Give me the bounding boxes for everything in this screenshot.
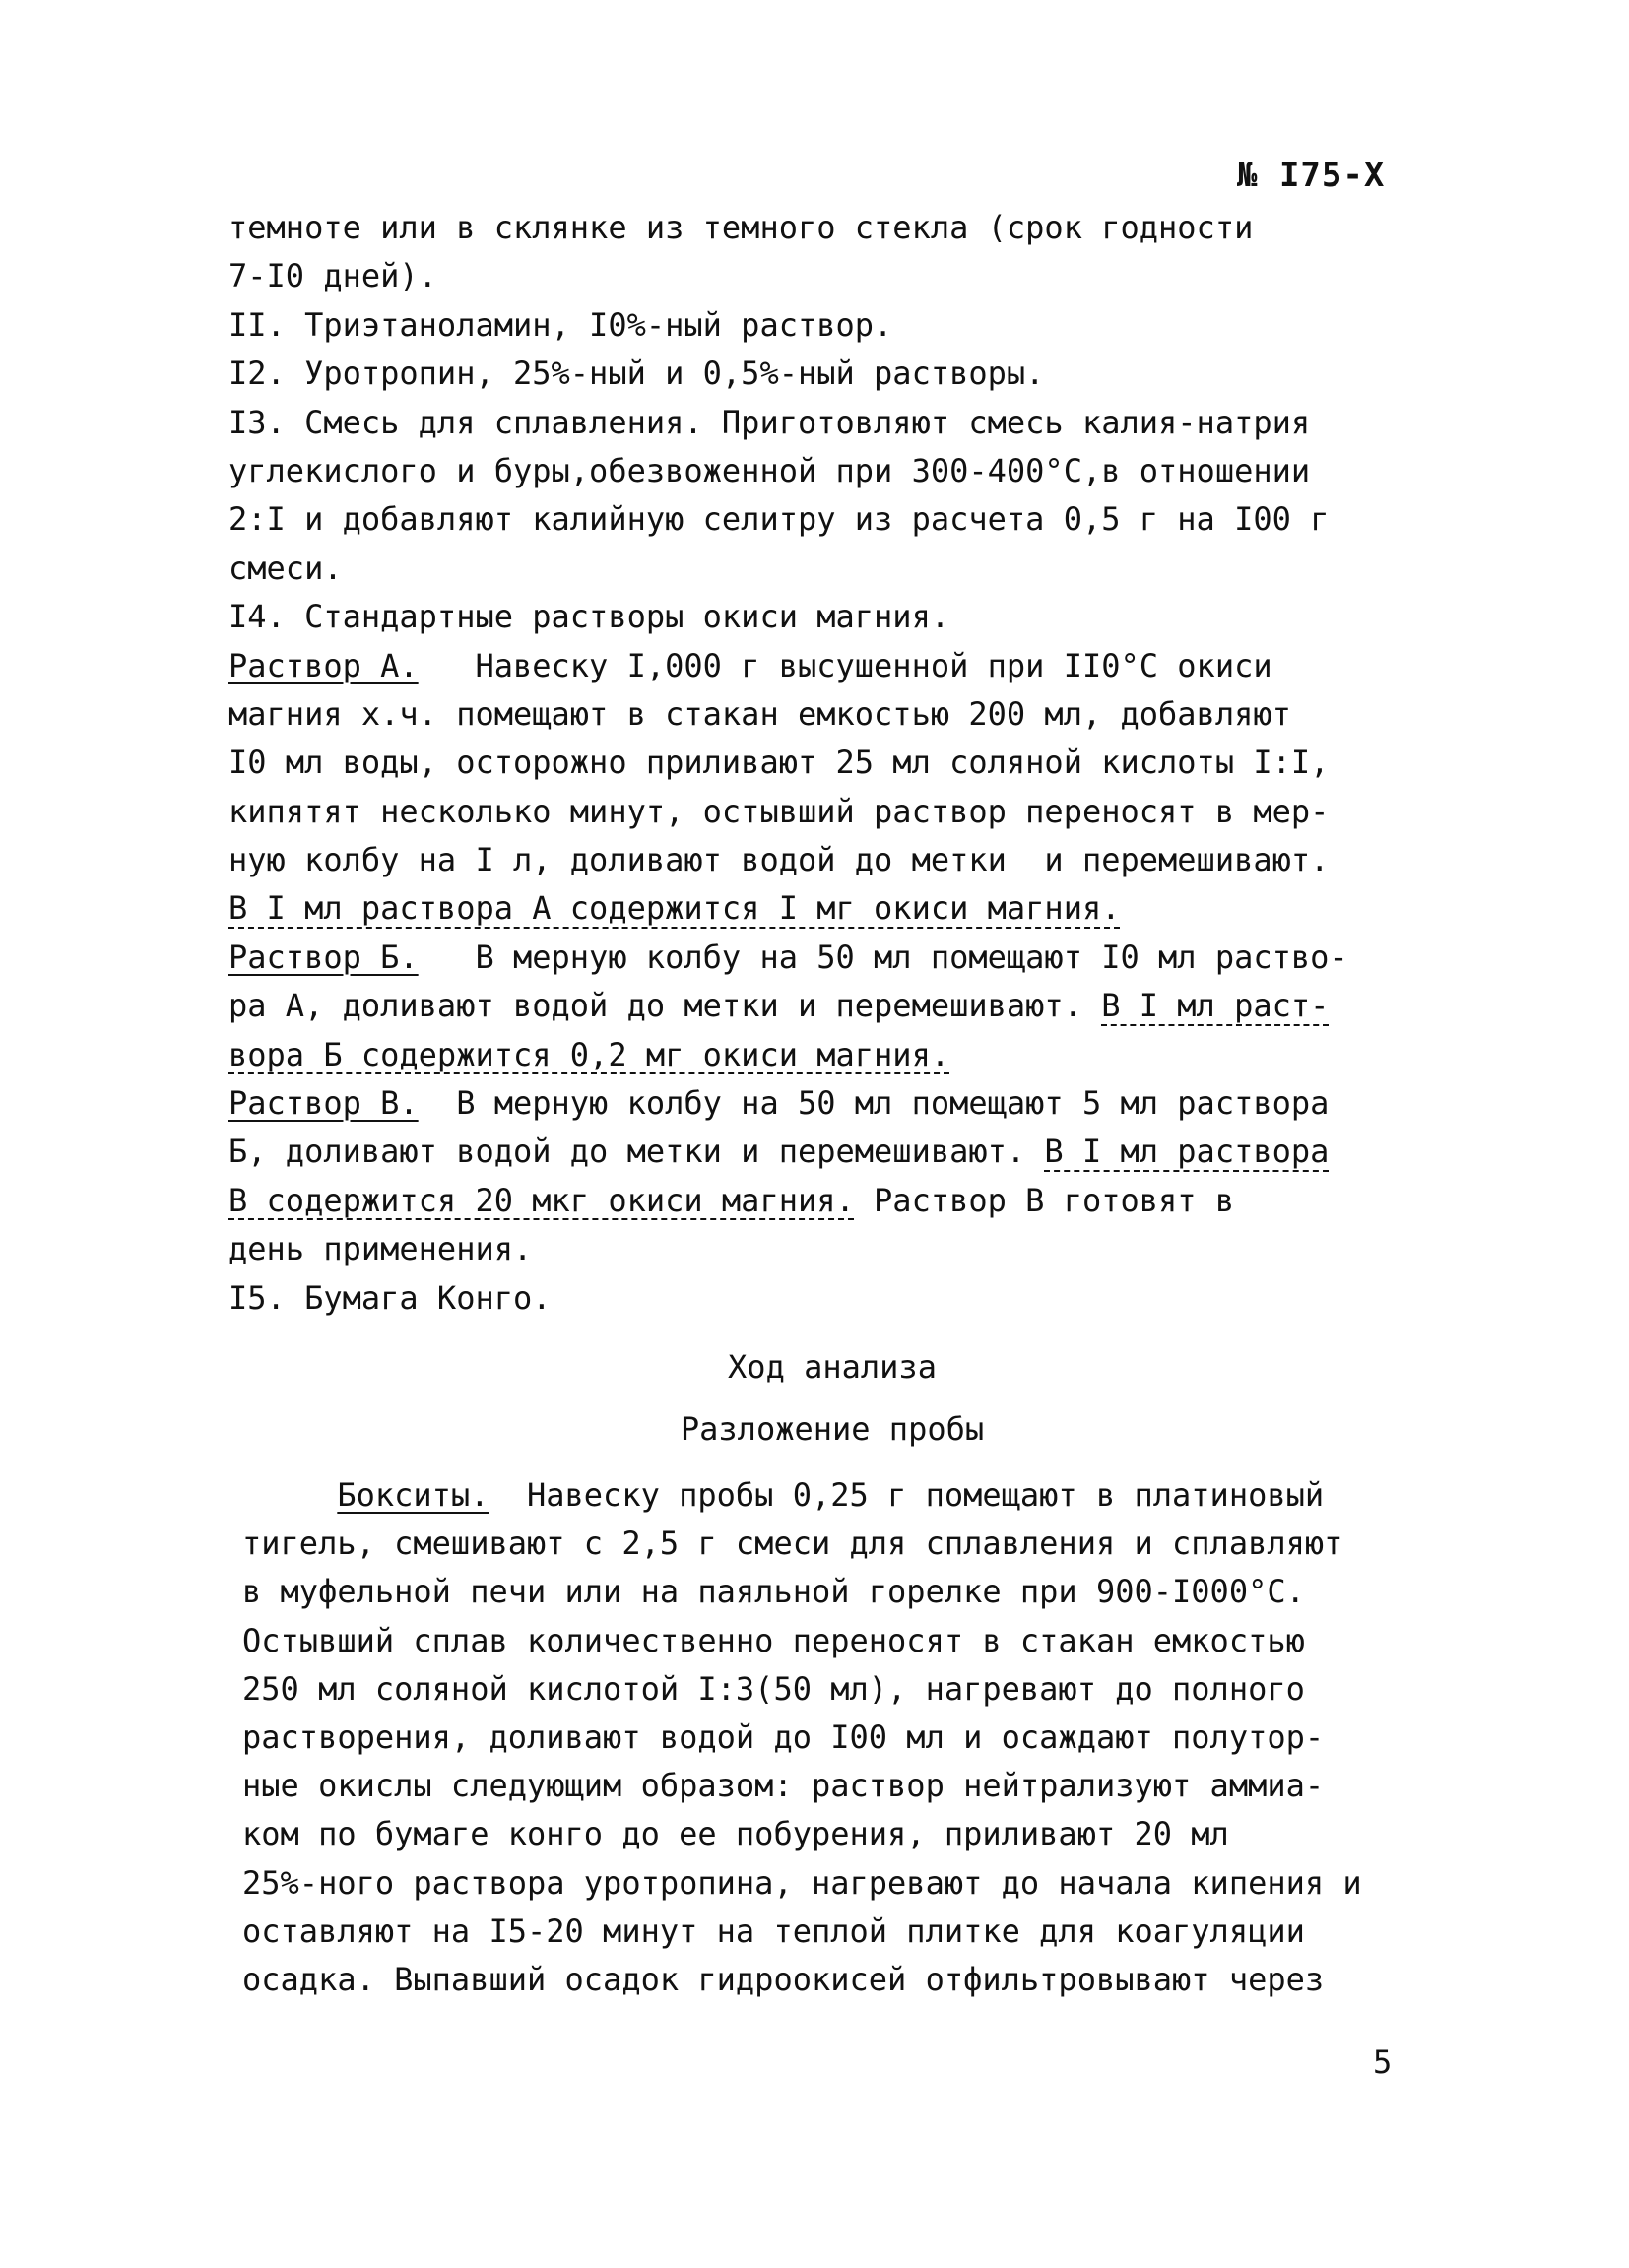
text-run: В мерную колбу на 50 мл помещают 5 мл раствора: [418, 1084, 1330, 1123]
text-line: [242, 1665, 1454, 1714]
text-run: I5. Бумага Конго.: [228, 1278, 552, 1317]
text-run: ком по бумаге конго до ее побурения, приливают 20 мл: [242, 1815, 1229, 1853]
text-run: 25%-ного раствора уротропина, нагревают до начала кипения и: [242, 1863, 1362, 1902]
text-line: [228, 1274, 1440, 1323]
underlined-text: Раствор В.: [228, 1084, 419, 1123]
text-line: [228, 788, 1440, 836]
text-run: кипятят несколько минут, остывший раствор переносят в мер-: [228, 792, 1330, 830]
text-run: ра А, доливают водой до метки и перемешивают.: [228, 987, 1102, 1025]
text-line: [242, 1859, 1454, 1908]
text-run: I0 мл воды, осторожно приливают 25 мл соляной кислоты I:I,: [228, 744, 1330, 782]
text-line: [228, 690, 1440, 739]
reagents-list: [228, 204, 1440, 1323]
text-run: I4. Стандартные растворы окиси магния.: [228, 598, 950, 636]
underlined-text: В содержится 20 мкг окиси магния.: [228, 1181, 855, 1219]
text-line: [228, 495, 1440, 544]
text-line: [242, 1617, 1454, 1665]
text-run: [242, 1476, 337, 1514]
text-line: [228, 252, 1440, 300]
text-run: Б, доливают водой до метки и перемешивают.: [228, 1133, 1045, 1171]
text-line: [242, 1908, 1454, 1956]
text-run: Навеску пробы 0,25 г помещают в платиновый: [489, 1476, 1325, 1514]
text-line: [228, 982, 1440, 1030]
text-line: [228, 593, 1440, 641]
text-line: [228, 836, 1440, 884]
underlined-text: В I мл раствора А содержится I мг окиси магния.: [228, 889, 1121, 928]
underlined-text: В I мл раствора: [1044, 1133, 1330, 1171]
text-run: темноте или в склянке из темного стекла (срок годности: [228, 209, 1254, 246]
text-run: II. Триэтаноламин, I0%-ный раствор.: [228, 305, 893, 344]
text-line: [228, 350, 1440, 398]
text-run: магния х.ч. помещают в стакан емкостью 200 мл, добавляют: [228, 694, 1291, 733]
text-run: I2. Уротропин, 25%-ный и 0,5%-ный растворы.: [228, 355, 1045, 393]
text-run: Раствор В готовят в: [854, 1181, 1235, 1219]
page-number: 5: [1373, 2043, 1393, 2081]
text-line: [228, 739, 1440, 787]
section-heading-analysis: Ход анализа: [728, 1348, 937, 1386]
text-run: тигель, смешивают с 2,5 г смеси для сплавления и сплавляют: [242, 1524, 1343, 1563]
underlined-text: В I мл раст-: [1101, 987, 1330, 1025]
text-run: углекислого и буры,обезвоженной при 300-400°С,в отношении: [228, 451, 1311, 489]
text-run: день применения.: [228, 1230, 533, 1268]
text-run: ную колбу на I л, доливают водой до метки и перемешивают.: [228, 841, 1330, 879]
text-line: [228, 204, 1440, 252]
text-run: Остывший сплав количественно переносят в стакан емкостью: [242, 1621, 1305, 1659]
text-line: [228, 545, 1440, 593]
text-line: [228, 1177, 1440, 1225]
subsection-heading-decomposition: Разложение пробы: [680, 1410, 985, 1448]
text-run: смеси.: [228, 549, 343, 587]
text-run: растворения, доливают водой до I00 мл и осаждают полутор-: [242, 1717, 1325, 1756]
text-line: [228, 447, 1440, 495]
text-run: 250 мл соляной кислотой I:3(50 мл), нагревают до полного: [242, 1669, 1305, 1708]
text-line: [228, 642, 1440, 690]
text-line: [228, 884, 1440, 933]
text-line: [228, 1079, 1440, 1128]
text-line: [242, 1956, 1454, 2004]
text-run: 7-I0 дней).: [228, 257, 437, 295]
text-line: [242, 1714, 1454, 1762]
procedure-paragraph: [242, 1471, 1454, 2004]
text-run: Навеску I,000 г высушенной при II0°С окиси: [418, 646, 1272, 684]
underlined-text: Раствор Б.: [228, 938, 419, 976]
underlined-text: Бокситы.: [337, 1476, 489, 1514]
text-line: [228, 1031, 1440, 1079]
text-line: [228, 399, 1440, 447]
text-run: ные окислы следующим образом: раствор нейтрализуют аммиа-: [242, 1767, 1325, 1805]
text-line: [242, 1810, 1454, 1858]
text-line: [242, 1568, 1454, 1616]
text-run: оставляют на I5-20 минут на теплой плитке для коагуляции: [242, 1912, 1305, 1950]
text-run: I3. Смесь для сплавления. Приготовляют смесь калия-натрия: [228, 403, 1311, 441]
text-line: [228, 1225, 1440, 1273]
text-line: [242, 1520, 1454, 1568]
text-run: осадка. Выпавший осадок гидроокисей отфильтровывают через: [242, 1960, 1325, 1998]
text-run: в муфельной печи или на паяльной горелке при 900-I000°С.: [242, 1573, 1305, 1611]
underlined-text: Раствор А.: [228, 646, 419, 684]
text-line: [242, 1762, 1454, 1810]
text-run: 2:I и добавляют калийную селитру из расчета 0,5 г на I00 г: [228, 500, 1330, 539]
underlined-text: вора Б содержится 0,2 мг окиси магния.: [228, 1035, 950, 1073]
text-line: [228, 301, 1440, 350]
text-run: В мерную колбу на 50 мл помещают I0 мл раство-: [418, 938, 1348, 976]
text-line: [242, 1471, 1454, 1520]
document-number: № I75-Х: [1237, 156, 1386, 195]
text-line: [228, 934, 1440, 982]
text-line: [228, 1128, 1440, 1176]
